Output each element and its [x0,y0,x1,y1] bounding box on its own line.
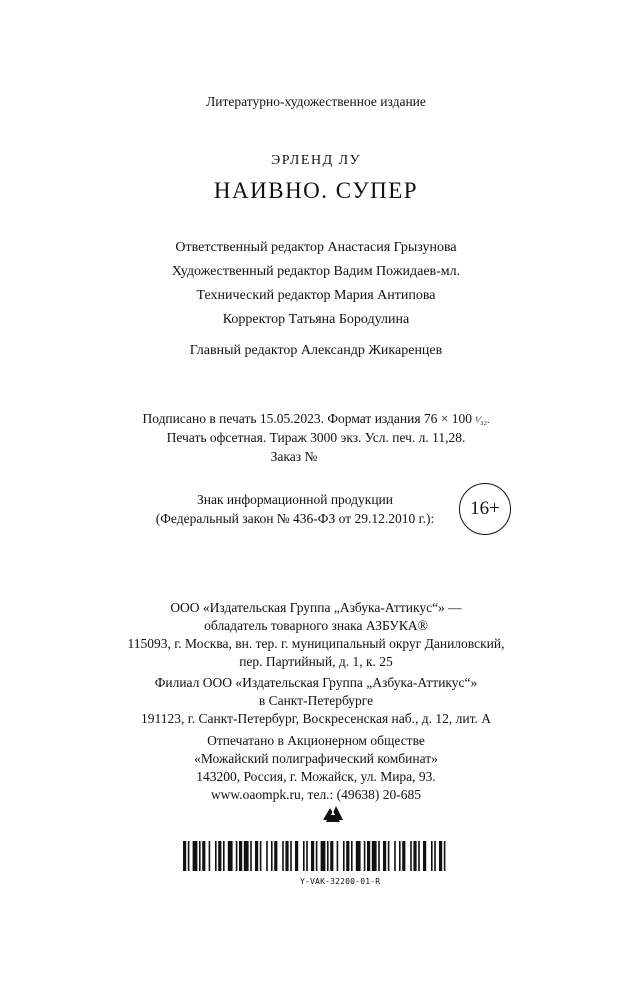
printer-line: Отпечатано в Акционерном обществе [207,733,425,748]
publisher-line: 115093, г. Москва, вн. тер. г. муниципальный округ Даниловский, [127,636,505,651]
chief-editor: Главный редактор Александр Жикаренцев [189,343,443,358]
print-info-line-2: Печать офсетная. Тираж 3000 экз. Усл. печ. л. 11,28. [166,430,466,445]
info-sign-line-1: Знак информационной продукции [196,492,394,507]
barcode-number: Y-VAK-32200-01-R [300,877,381,886]
publisher-line: пер. Партийный, д. 1, к. 25 [239,654,393,669]
print-format-fraction: ¹⁄₃₂. [475,415,490,426]
credit-line: Художественный редактор Вадим Пожидаев-мл. [171,264,461,279]
age-rating-badge: 16+ [459,483,511,535]
author-name: ЭРЛЕНД ЛУ [270,153,362,168]
printer-logo-icon [322,802,344,824]
print-info-line-1 [0,411,632,427]
credit-line: Технический редактор Мария Антипова [196,288,436,303]
printer-line: «Можайский полиграфический комбинат» [194,751,438,766]
branch-line: 191123, г. Санкт-Петербург, Воскресенская наб., д. 12, лит. А [141,711,491,726]
book-title: НАИВНО. СУПЕР [213,178,419,203]
printer-line: www.oaompk.ru, тел.: (49638) 20-685 [210,787,422,802]
credit-line: Ответственный редактор Анастасия Грызунова [175,240,457,255]
print-format: Подписано в печать 15.05.2023. Формат издания 76 × 100 [142,411,476,426]
info-sign-line-2: (Федеральный закон № 436-ФЗ от 29.12.2010 г.): [155,511,435,526]
edition-type: Литературно-художественное издание [206,94,426,109]
printer-line: 143200, Россия, г. Можайск, ул. Мира, 93. [196,769,436,784]
credit-line: Корректор Татьяна Бородулина [222,312,410,327]
order-number: Заказ № [270,449,318,464]
publisher-line: обладатель товарного знака АЗБУКА® [204,618,428,633]
publisher-line: ООО «Издательская Группа „Азбука-Аттикус“» — [170,600,462,615]
branch-line: Филиал ООО «Издательская Группа „Азбука-Аттикус“» [154,675,478,690]
barcode-icon [183,841,447,871]
branch-line: в Санкт-Петербурге [258,693,374,708]
